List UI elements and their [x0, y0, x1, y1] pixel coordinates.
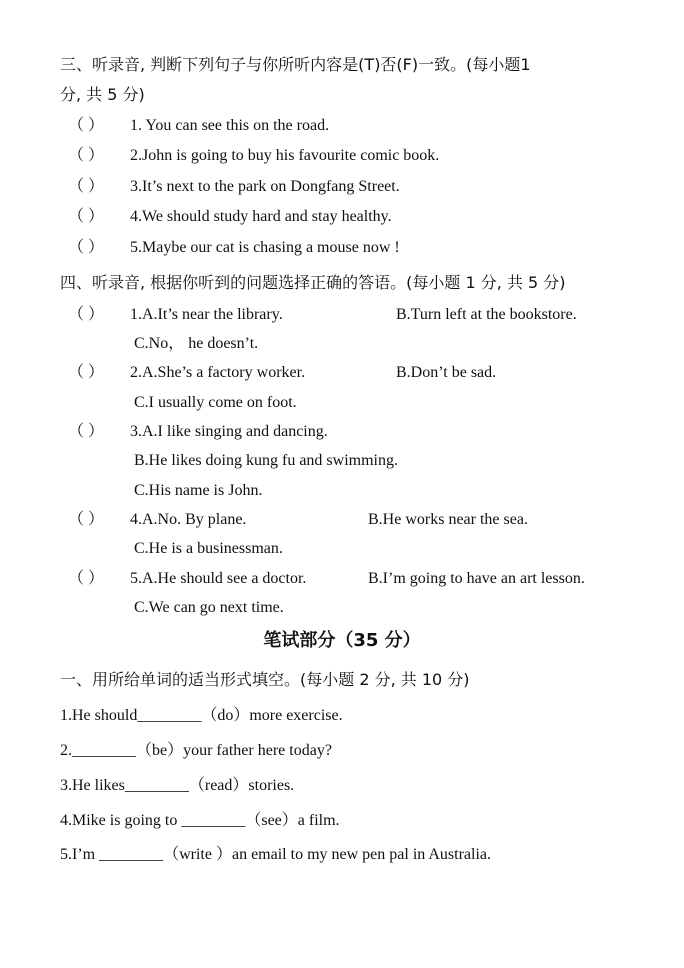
fill-blank-item-4[interactable]: 4.Mike is going to ________（see）a film. [60, 812, 340, 829]
answer-paren[interactable]: （ ） [68, 423, 105, 440]
section4-item-4-option-c: C.He is a businessman. [134, 540, 283, 557]
item-text: 3.It’s next to the park on Dongfang Street. [130, 178, 400, 195]
section3-heading-line1: 三、听录音, 判断下列句子与你所听内容是(T)否(F)一致。(每小题1 [60, 55, 531, 74]
section4-item-3-option-b: B.He likes doing kung fu and swimming. [134, 452, 398, 469]
section4-item-3-option-c: C.His name is John. [134, 482, 263, 499]
answer-paren[interactable]: （ ） [68, 306, 105, 323]
section4-item-5 [68, 569, 306, 589]
option-a: 4.A.No. By plane. [130, 511, 247, 528]
item-text: 5.Maybe our cat is chasing a mouse now ! [130, 239, 400, 256]
answer-paren[interactable]: （ ） [68, 511, 105, 528]
section4-heading: 四、听录音, 根据你听到的问题选择正确的答语。(每小题 1 分, 共 5 分) [60, 273, 566, 292]
fill-blank-item-3[interactable]: 3.He likes________（read）stories. [60, 777, 295, 794]
section4-item-5-option-b: B.I’m going to have an art lesson. [368, 570, 585, 587]
section3-item-5 [68, 238, 400, 258]
section4-item-5-option-c: C.We can go next time. [134, 599, 284, 616]
fill-blank-item-2[interactable]: 2.________（be）your father here today? [60, 742, 332, 759]
answer-paren[interactable]: （ ） [68, 178, 105, 195]
answer-paren[interactable]: （ ） [68, 208, 105, 225]
answer-paren[interactable]: （ ） [68, 364, 105, 381]
option-a: 2.A.She’s a factory worker. [130, 364, 306, 381]
written-part-title: 笔试部分（35 分） [263, 630, 421, 651]
fill-blank-item-5[interactable]: 5.I’m ________（write ）an email to my new pen pal in Australia. [60, 846, 492, 863]
section3-item-2 [68, 146, 439, 166]
option-a: 5.A.He should see a doctor. [130, 570, 307, 587]
section4-item-4-option-b: B.He works near the sea. [368, 511, 528, 528]
item-text: 4.We should study hard and stay healthy. [130, 208, 392, 225]
answer-paren[interactable]: （ ） [68, 239, 105, 256]
section4-item-1 [68, 305, 283, 325]
section4-item-1-option-c: C.No， he doesn’t. [134, 335, 259, 352]
section4-item-2 [68, 363, 305, 383]
answer-paren[interactable]: （ ） [68, 147, 105, 164]
written-section1-heading: 一、用所给单词的适当形式填空。(每小题 2 分, 共 10 分) [60, 670, 470, 689]
section4-item-4 [68, 510, 246, 530]
section4-item-2-option-c: C.I usually come on foot. [134, 394, 297, 411]
item-text: 2.John is going to buy his favourite comic book. [130, 147, 440, 164]
item-text: 1. You can see this on the road. [130, 117, 330, 134]
option-a: 3.A.I like singing and dancing. [130, 423, 328, 440]
section4-item-3 [68, 422, 328, 442]
answer-paren[interactable]: （ ） [68, 570, 105, 587]
section4-item-1-option-b: B.Turn left at the bookstore. [396, 306, 577, 323]
fill-blank-item-1[interactable]: 1.He should________（do）more exercise. [60, 707, 343, 724]
answer-paren[interactable]: （ ） [68, 117, 105, 134]
section3-item-3 [68, 177, 400, 197]
section3-item-4 [68, 207, 392, 227]
section3-item-1 [68, 116, 329, 136]
section4-item-2-option-b: B.Don’t be sad. [396, 364, 497, 381]
section3-heading-line2: 分, 共 5 分) [60, 85, 145, 104]
option-a: 1.A.It’s near the library. [130, 306, 283, 323]
